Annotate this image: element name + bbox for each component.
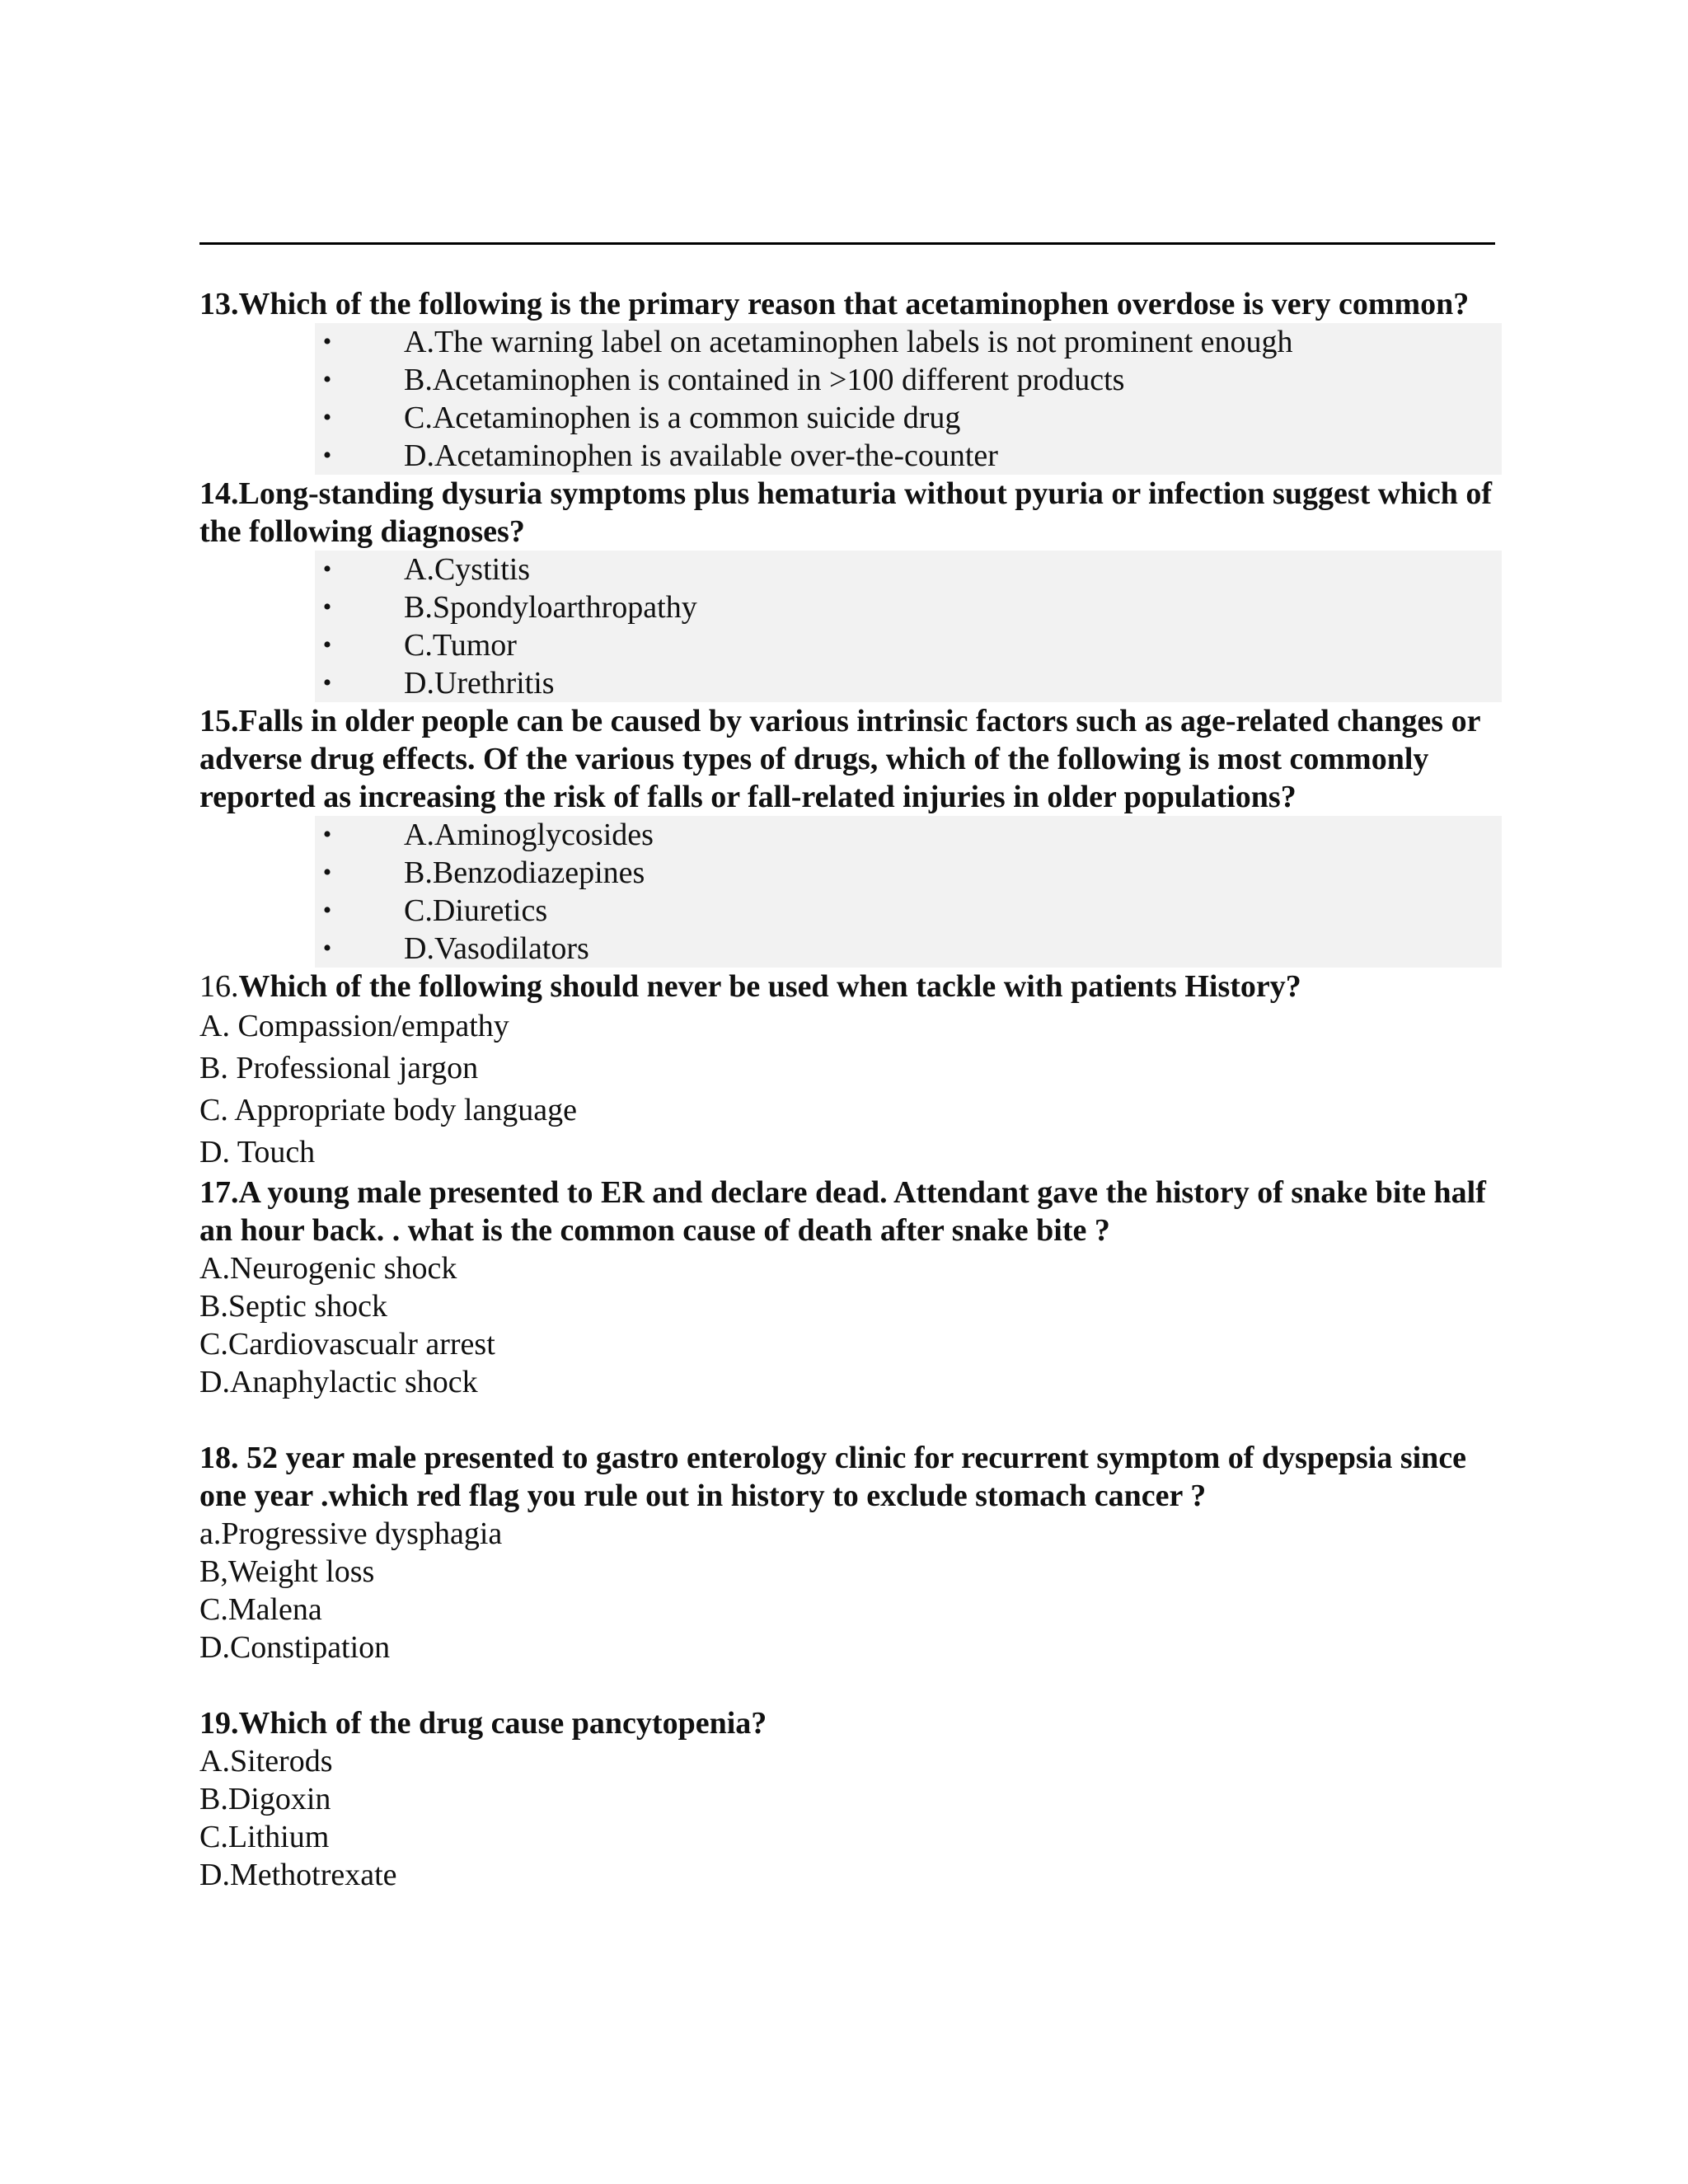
option-text: B.Spondyloarthropathy <box>404 590 697 625</box>
question-17 <box>199 1174 1502 1401</box>
option-item <box>315 437 1502 475</box>
option-text: D.Urethritis <box>404 666 555 701</box>
option-item <box>315 361 1502 399</box>
option-text: C.Diuretics <box>404 893 548 928</box>
option-item <box>315 323 1502 361</box>
option-text: B.Digoxin <box>199 1782 331 1816</box>
option-text: A.Siterods <box>199 1744 333 1779</box>
option-text: D.Anaphylactic shock <box>199 1365 478 1399</box>
spacer <box>199 1401 1502 1439</box>
question-16 <box>199 968 1502 1174</box>
option-item <box>315 892 1502 930</box>
option-list <box>315 816 1502 968</box>
option-item <box>315 854 1502 892</box>
question-number: 16. <box>199 969 239 1004</box>
bullet-icon: • <box>322 935 332 962</box>
question-13 <box>199 285 1502 475</box>
question-15 <box>199 702 1502 968</box>
option-text: B.Acetaminophen is contained in >100 different products <box>404 363 1125 397</box>
question-text <box>199 968 1502 1005</box>
option-text: B,Weight loss <box>199 1554 375 1589</box>
option-text: A.The warning label on acetaminophen labels is not prominent enough <box>404 325 1293 359</box>
option-text: B.Benzodiazepines <box>404 855 645 890</box>
question-text: 19.Which of the drug cause pancytopenia? <box>199 1706 767 1741</box>
option-text: C.Tumor <box>404 628 517 663</box>
spacer <box>199 1666 1502 1704</box>
question-18 <box>199 1439 1502 1666</box>
question-body: Which of the following should never be used when tackle with patients History? <box>238 969 1301 1004</box>
bullet-icon: • <box>322 328 332 355</box>
option-text: D.Acetaminophen is available over-the-counter <box>404 438 998 473</box>
option-text: D.Methotrexate <box>199 1858 397 1892</box>
option-text: D.Constipation <box>199 1630 391 1665</box>
option-text: B. Professional jargon <box>199 1051 479 1085</box>
question-14 <box>199 475 1502 702</box>
question-text: 13.Which of the following is the primary reason that acetaminophen overdose is very common? <box>199 287 1470 321</box>
question-text: 15.Falls in older people can be caused by various intrinsic factors such as age-related changes or adverse drug effects. Of the various types of drugs, which of the following is most commonly reported as increasing the risk of falls or fall-related injuries in older populations? <box>199 704 1480 814</box>
question-text: 14.Long-standing dysuria symptoms plus hematuria without pyuria or infection suggest which of the following diagnoses? <box>199 476 1493 549</box>
option-list <box>315 323 1502 475</box>
question-text: 17.A young male presented to ER and declare dead. Attendant gave the history of snake bite half an hour back. . what is the common cause of death after snake bite ? <box>199 1175 1486 1248</box>
bullet-icon: • <box>322 897 332 924</box>
option-text: a.Progressive dysphagia <box>199 1516 503 1551</box>
bullet-icon: • <box>322 593 332 621</box>
option-text: C.Lithium <box>199 1820 330 1854</box>
header-rule <box>199 242 1495 245</box>
question-list <box>199 285 1502 1894</box>
option-text: C.Acetaminophen is a common suicide drug <box>404 401 961 435</box>
option-text: D.Vasodilators <box>404 931 589 966</box>
option-item <box>315 664 1502 702</box>
bullet-icon: • <box>322 404 332 431</box>
option-item <box>315 399 1502 437</box>
option-text: A.Aminoglycosides <box>404 818 654 852</box>
option-text: C.Cardiovascualr arrest <box>199 1327 495 1361</box>
option-item <box>315 816 1502 854</box>
option-text: D. Touch <box>199 1135 316 1169</box>
option-item <box>315 626 1502 664</box>
question-19 <box>199 1704 1502 1894</box>
option-text: A.Neurogenic shock <box>199 1251 457 1286</box>
bullet-icon: • <box>322 366 332 393</box>
bullet-icon: • <box>322 859 332 886</box>
bullet-icon: • <box>322 821 332 848</box>
question-text: 18. 52 year male presented to gastro enterology clinic for recurrent symptom of dyspepsia since one year .which red flag you rule out in history to exclude stomach cancer ? <box>199 1441 1467 1513</box>
option-text: A.Cystitis <box>404 552 531 587</box>
option-text: C. Appropriate body language <box>199 1093 578 1127</box>
bullet-icon: • <box>322 631 332 658</box>
option-list <box>315 551 1502 702</box>
bullet-icon: • <box>322 669 332 696</box>
bullet-icon: • <box>322 555 332 583</box>
option-item <box>315 551 1502 588</box>
option-item <box>315 930 1502 968</box>
option-text: C.Malena <box>199 1592 322 1627</box>
option-text: B.Septic shock <box>199 1289 387 1324</box>
bullet-icon: • <box>322 442 332 469</box>
option-item <box>315 588 1502 626</box>
option-text: A. Compassion/empathy <box>199 1009 509 1043</box>
